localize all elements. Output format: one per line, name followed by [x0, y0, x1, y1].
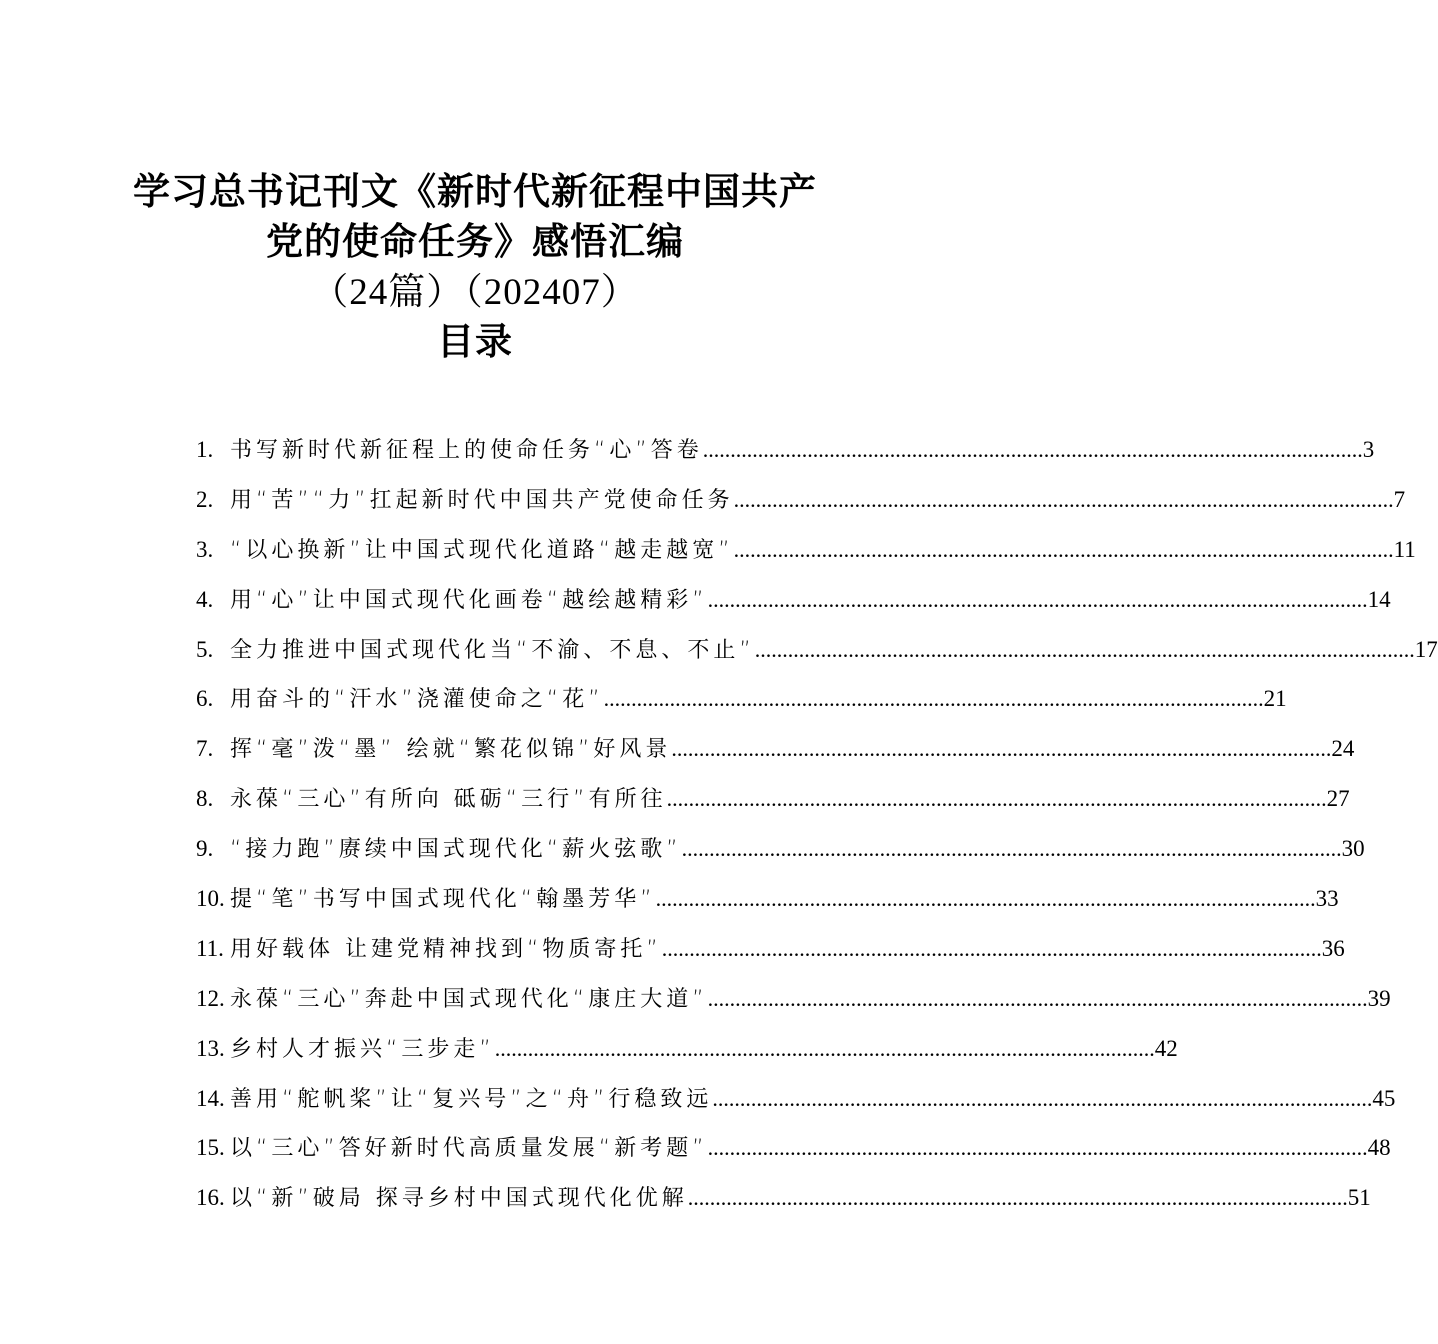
toc-entry-number: 5. [196, 636, 214, 662]
toc-entry-page: 7 [1393, 486, 1406, 512]
toc-entry[interactable] [196, 929, 1345, 979]
toc-entry-number: 12. [196, 985, 225, 1011]
dot-leader [682, 829, 1342, 869]
dot-leader [712, 1079, 1372, 1119]
toc-entry[interactable] [196, 630, 1438, 680]
dot-leader [667, 779, 1327, 819]
toc-entry-page: 51 [1347, 1185, 1371, 1211]
dot-leader [671, 729, 1331, 769]
dot-leader [734, 480, 1394, 520]
toc-entry-number: 4. [196, 586, 214, 612]
toc-entry-page: 36 [1321, 935, 1345, 961]
toc-entry-page: 42 [1154, 1035, 1178, 1061]
toc-entry-title: 以“新”破局 探寻乡村中国式现代化优解 [230, 1186, 688, 1212]
toc-entry-page: 11 [1393, 536, 1416, 562]
toc-entry[interactable] [196, 480, 1406, 530]
toc-entry-title: 永葆“三心”奔赴中国式现代化“康庄大道” [230, 986, 708, 1012]
dot-leader [708, 580, 1368, 620]
toc-entry-page: 21 [1263, 686, 1287, 712]
toc-entry-page: 45 [1372, 1085, 1396, 1111]
toc-entry[interactable] [196, 580, 1391, 630]
dot-leader [662, 929, 1322, 969]
toc-entry-page: 39 [1367, 985, 1391, 1011]
toc-entry-title: 用“苦”“力”扛起新时代中国共产党使命任务 [230, 487, 734, 513]
toc-entry-number: 11. [196, 935, 224, 961]
toc-entry[interactable] [196, 779, 1350, 829]
toc-entry-title: 乡村人才振兴“三步走” [230, 1036, 495, 1062]
toc-entry-title: 善用“舵帆桨”让“复兴号”之“舟”行稳致远 [230, 1086, 713, 1112]
toc-entry-number: 2. [196, 486, 214, 512]
toc-entry[interactable] [196, 879, 1339, 929]
toc-entry[interactable] [196, 1128, 1391, 1178]
toc-entry-title: 永葆“三心”有所向 砥砺“三行”有所往 [230, 787, 667, 813]
toc-entry-number: 10. [196, 886, 225, 912]
toc-heading: 目录 [437, 322, 513, 363]
toc-entry[interactable] [196, 1178, 1371, 1228]
toc-entry-title: 以“三心”答好新时代高质量发展“新考题” [230, 1136, 708, 1162]
toc-entry-title: 用“心”让中国式现代化画卷“越绘越精彩” [230, 587, 708, 613]
toc-entry-number: 7. [196, 736, 214, 762]
toc-entry-title: “接力跑”赓续中国式现代化“薪火弦歌” [230, 837, 682, 863]
dot-leader [734, 530, 1394, 570]
toc-entry-number: 1. [196, 437, 214, 462]
toc-entry-number: 13. [196, 1035, 225, 1061]
toc-entry[interactable] [196, 430, 1375, 480]
toc-entry-title: “以心换新”让中国式现代化道路“越走越宽” [230, 537, 734, 563]
toc-entry-title: 用好载体 让建党精神找到“物质寄托” [230, 936, 662, 962]
toc-entry-page: 24 [1331, 736, 1355, 762]
toc-entry-number: 15. [196, 1135, 225, 1161]
toc-entry-page: 30 [1341, 836, 1365, 862]
dot-leader [708, 1128, 1368, 1168]
title-count-date: （24篇）（202407） [311, 272, 639, 313]
toc-entry-page: 17 [1414, 636, 1438, 662]
toc-entry-title: 全力推进中国式现代化当“不渝、不息、不止” [230, 637, 755, 663]
toc-entry-title: 提“笔”书写中国式现代化“翰墨芳华” [230, 887, 656, 913]
toc-entry-number: 9. [196, 836, 214, 862]
toc-entry-page: 27 [1326, 786, 1350, 812]
dot-leader [656, 879, 1316, 919]
toc-entry[interactable] [196, 729, 1355, 779]
toc-entry[interactable] [196, 679, 1287, 729]
title-line-1: 学习总书记刊文《新时代新征程中国共产 [133, 172, 817, 213]
toc-entry[interactable] [196, 979, 1391, 1029]
dot-leader [755, 630, 1415, 670]
toc-entry-title: 挥“毫”泼“墨” 绘就“繁花似锦”好风景 [230, 737, 672, 763]
dot-leader [703, 430, 1363, 470]
document-title [0, 168, 950, 368]
toc-entry-number: 14. [196, 1085, 225, 1111]
dot-leader [495, 1029, 1155, 1069]
toc-entry-page: 48 [1367, 1135, 1391, 1161]
dot-leader [708, 979, 1368, 1019]
table-of-contents [196, 430, 1438, 1228]
toc-entry-number: 6. [196, 686, 214, 712]
toc-entry-page: 3 [1362, 437, 1375, 462]
toc-entry[interactable] [196, 829, 1365, 879]
toc-entry-page: 14 [1367, 586, 1391, 612]
toc-entry-number: 3. [196, 536, 214, 562]
toc-entry-title: 用奋斗的“汗水”浇灌使命之“花” [230, 687, 604, 713]
toc-entry[interactable] [196, 1079, 1396, 1129]
toc-entry-number: 8. [196, 786, 214, 812]
dot-leader [604, 679, 1264, 719]
toc-entry[interactable] [196, 530, 1416, 580]
title-line-2: 党的使命任务》感悟汇编 [266, 222, 684, 263]
toc-entry-page: 33 [1315, 886, 1339, 912]
dot-leader [688, 1178, 1348, 1218]
toc-entry-number: 16. [196, 1185, 225, 1211]
toc-entry-title: 书写新时代新征程上的使命任务“心”答卷 [230, 438, 703, 463]
toc-entry[interactable] [196, 1029, 1178, 1079]
